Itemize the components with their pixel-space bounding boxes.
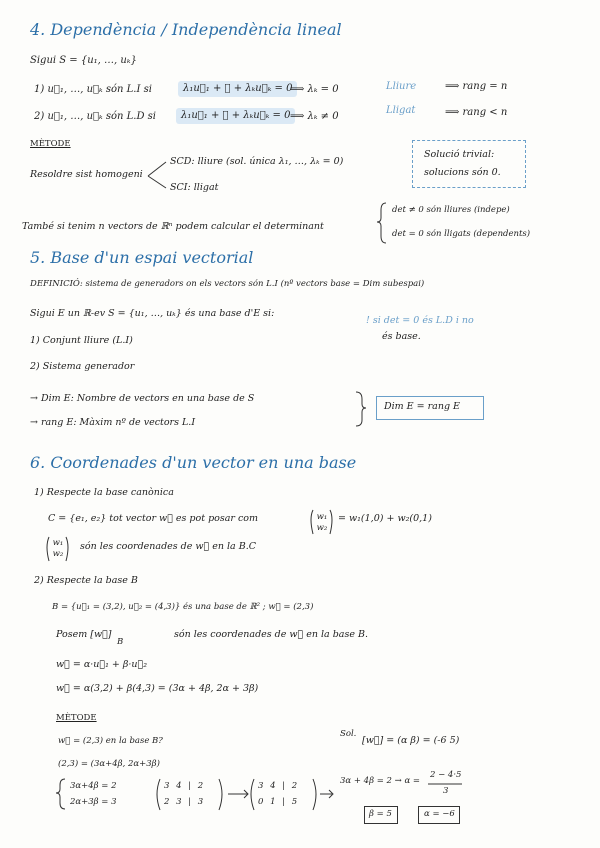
s4-rule2: 2) u⃗₁, …, u⃗ₖ són L.D si — [34, 111, 156, 122]
dim-brace — [356, 392, 366, 426]
s4-trivial-line1: Solució trivial: — [424, 149, 495, 160]
paren-r — [330, 510, 332, 534]
s6-a-line1b: = w₁(1,0) + w₂(0,1) — [338, 513, 432, 524]
s5-note-line1: ! si det = 0 és L.D i no — [366, 315, 474, 326]
s5-item2: 2) Sistema generador — [30, 361, 135, 372]
s4-sci: SCI: lligat — [170, 182, 219, 193]
s6-b-line2a: Posem [w⃗] — [56, 629, 112, 640]
s6-a-line1: C = {e₁, e₂} tot vector w⃗ es pot posar com — [48, 513, 259, 524]
fork-lines — [148, 162, 166, 188]
s6-calc: 3α + 4β = 2 → α = — [340, 776, 421, 786]
paren-l — [311, 510, 313, 534]
s5-definicio: DEFINICIÓ: sistema de generadors on els vectors són L.I (nº vectors base = Dim subespai) — [30, 279, 425, 289]
s4-resoldre: Resoldre sist homogeni — [30, 169, 143, 180]
s6-a-column-vector-2: w₁ w₂ — [52, 538, 64, 559]
s4-trivial-line2: solucions són 0. — [424, 167, 501, 178]
section6-title: 6. Coordenades d'un vector en una base — [30, 453, 357, 472]
section4-title: 4. Dependència / Independència lineal — [30, 20, 342, 39]
s4-rule2-result: ⟹ λₖ ≠ 0 — [290, 111, 339, 122]
paren-r2 — [66, 537, 68, 561]
s4-sigui: Sigui S = {u₁, …, uₖ} — [30, 55, 137, 66]
s4-det-zero: det = 0 són lligats (dependents) — [392, 229, 531, 239]
det-brace — [377, 203, 386, 243]
s4-rule1-result: ⟹ λₖ = 0 — [290, 84, 339, 95]
s4-rule2-eq: λ₁u⃗₁ + ⋯ + λₖu⃗ₖ = 0 — [176, 108, 295, 124]
s6-b-line3: w⃗ = α·u⃗₁ + β·u⃗₂ — [56, 659, 148, 670]
s5-dim-rang: Dim E = rang E — [384, 401, 460, 412]
s6-metode-label: MÈTODE — [56, 713, 97, 723]
s4-rang-lt: ⟹ rang < n — [445, 107, 508, 118]
s6-alpha: α = −6 — [424, 809, 455, 819]
s6-b-line4: w⃗ = α(3,2) + β(4,3) = (3α + 4β, 2α + 3β) — [56, 683, 259, 694]
matrix1-l — [157, 779, 160, 810]
s6-a-line2: són les coordenades de w⃗ en la B.C — [80, 541, 257, 552]
section5-title: 5. Base d'un espai vectorial — [30, 248, 254, 267]
paren-l2 — [47, 537, 49, 561]
arrow-result — [320, 790, 333, 798]
s4-rule1-eq: λ₁u⃗₁ + ⋯ + λₖu⃗ₖ = 0 — [178, 81, 297, 97]
s6-sol-label: Sol. — [340, 729, 357, 739]
s6-a-title: 1) Respecte la base canònica — [34, 487, 174, 498]
s4-metode-label: MÈTODE — [30, 139, 71, 149]
s6-matrix1-row1: 3 4 | 2 — [164, 781, 204, 791]
s6-frac-den: 3 — [443, 786, 449, 796]
s5-item1: 1) Conjunt lliure (L.I) — [30, 335, 133, 346]
matrix2-l — [251, 779, 254, 810]
s6-a-column-vector: w₁ w₂ — [316, 512, 328, 533]
s6-beta: β = 5 — [369, 809, 392, 819]
s5-rang: → rang E: Màxim nº de vectors L.I — [30, 417, 196, 428]
s6-sys1: 3α+4β = 2 — [70, 781, 117, 791]
s6-matrix1-row2: 2 3 | 3 — [164, 797, 204, 807]
s4-tambe: També si tenim n vectors de ℝⁿ podem calcular el determinant — [22, 221, 324, 232]
matrix2-r — [313, 779, 316, 810]
s5-note-line2: és base. — [382, 331, 421, 342]
s6-b-sub: B — [117, 637, 124, 647]
s6-b-title: 2) Respecte la base B — [34, 575, 138, 586]
s4-lliure: Lliure — [386, 81, 417, 92]
s4-rule1: 1) u⃗₁, …, u⃗ₖ són L.I si — [34, 84, 152, 95]
s5-dim: → Dim E: Nombre de vectors en una base de S — [30, 393, 255, 404]
s6-matrix2-row1: 3 4 | 2 — [258, 781, 298, 791]
s4-scd: SCD: lliure (sol. única λ₁, …, λₖ = 0) — [170, 156, 344, 167]
s4-rang-eq: ⟹ rang = n — [445, 81, 508, 92]
arrow-matrix — [228, 790, 248, 798]
s4-det-nonzero: det ≠ 0 són lliures (indepe) — [392, 205, 510, 215]
s6-b-line1: B = {u⃗₁ = (3,2), u⃗₂ = (4,3)} és una base de ℝ² ; w⃗ = (2,3) — [52, 602, 314, 612]
s6-sol-eq: [w⃗] = (α β) = (-6 5) — [362, 735, 460, 746]
s5-sigui: Sigui E un ℝ-ev S = {u₁, …, uₖ} és una base d'E si: — [30, 308, 275, 319]
s6-m2: (2,3) = (3α+4β, 2α+3β) — [58, 759, 160, 769]
s6-b-line2b: són les coordenades de w⃗ en la base B. — [174, 629, 368, 640]
s6-sys2: 2α+3β = 3 — [70, 797, 117, 807]
s4-lligat: Lligat — [386, 105, 416, 116]
matrix1-r — [219, 779, 222, 810]
s6-m1: w⃗ = (2,3) en la base B? — [58, 736, 163, 746]
system-brace — [56, 779, 65, 809]
s6-frac-num: 2 − 4·5 — [430, 770, 462, 780]
s6-matrix2-row2: 0 1 | 5 — [258, 797, 298, 807]
